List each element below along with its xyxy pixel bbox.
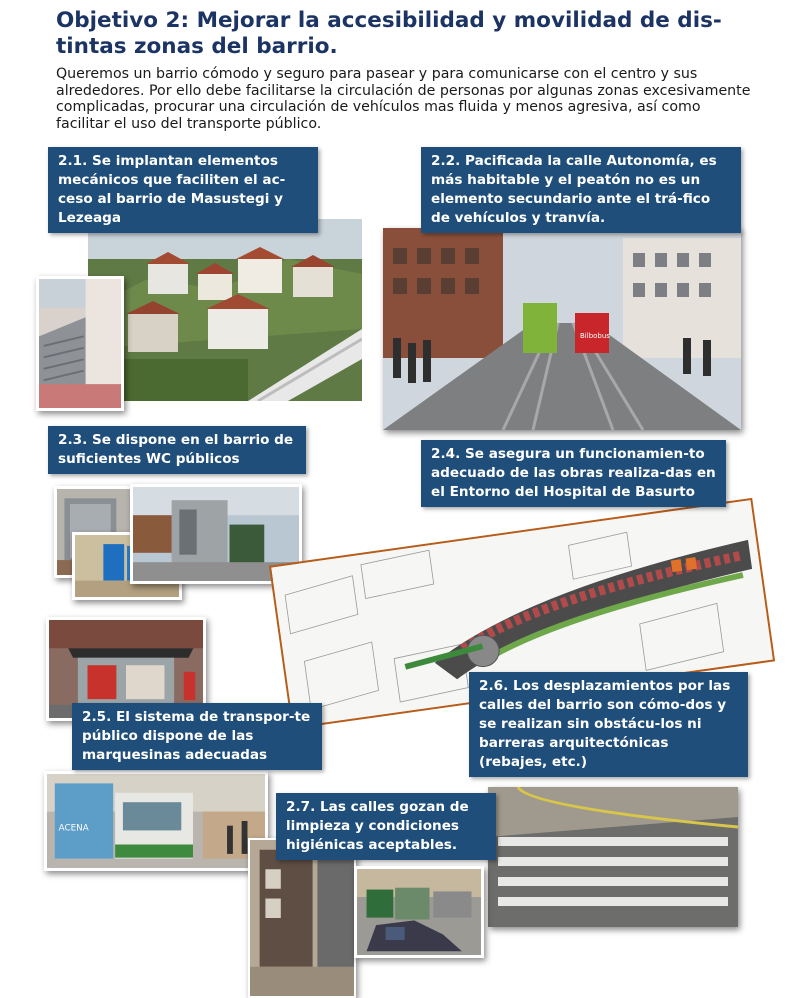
item-2-3: 2.3. Se dispone en el barrio de suficientes WC públicos xyxy=(48,426,306,474)
page-title: Objetivo 2: Mejorar la accesibilidad y movilidad de dis-tintas zonas del barrio. xyxy=(56,8,722,59)
intro-paragraph: Queremos un barrio cómodo y seguro para pasear y para comunicarse con el centro y sus alrededores. Por ello debe facilitarse la circulación de personas por algunas zonas excesivamente complicadas, procurar una circulación de vehículos mas fluida y menos agresiva, así como facilitar el uso del transporte público. xyxy=(56,66,751,132)
photo-garbage xyxy=(354,866,484,958)
item-2-5: 2.5. El sistema de transpor-te público dispone de las marquesinas adecuadas xyxy=(72,703,322,770)
bus-ad-text: ACENA xyxy=(58,823,89,834)
item-2-6: 2.6. Los desplazamientos por las calles del barrio son cómo-dos y se realizan sin obstácu-los ni barreras arquitectónicas (rebajes, etc.) xyxy=(469,672,748,777)
item-2-7: 2.7. Las calles gozan de limpieza y condiciones higiénicas aceptables. xyxy=(276,793,496,860)
item-2-1: 2.1. Se implantan elementos mecánicos que faciliten el ac-ceso al barrio de Masustegi y Lezeaga xyxy=(48,147,318,233)
bus-sign-text: Bilbobus xyxy=(580,332,610,340)
photo-stairs xyxy=(36,276,124,411)
photo-crosswalk xyxy=(488,787,738,927)
item-2-2: 2.2. Pacificada la calle Autonomía, es más habitable y el peatón no es un elemento secundario ante el trá-fico de vehículos y tranvía. xyxy=(421,147,741,233)
photo-autonomia-street xyxy=(383,228,741,430)
item-2-4: 2.4. Se asegura un funcionamien-to adecuado de las obras realiza-das en el Entorno del Hospital de Basurto xyxy=(421,440,726,507)
photo-bus-stop xyxy=(44,771,268,871)
photo-masustegi-hillside xyxy=(88,219,362,401)
photo-doorway xyxy=(248,838,356,998)
